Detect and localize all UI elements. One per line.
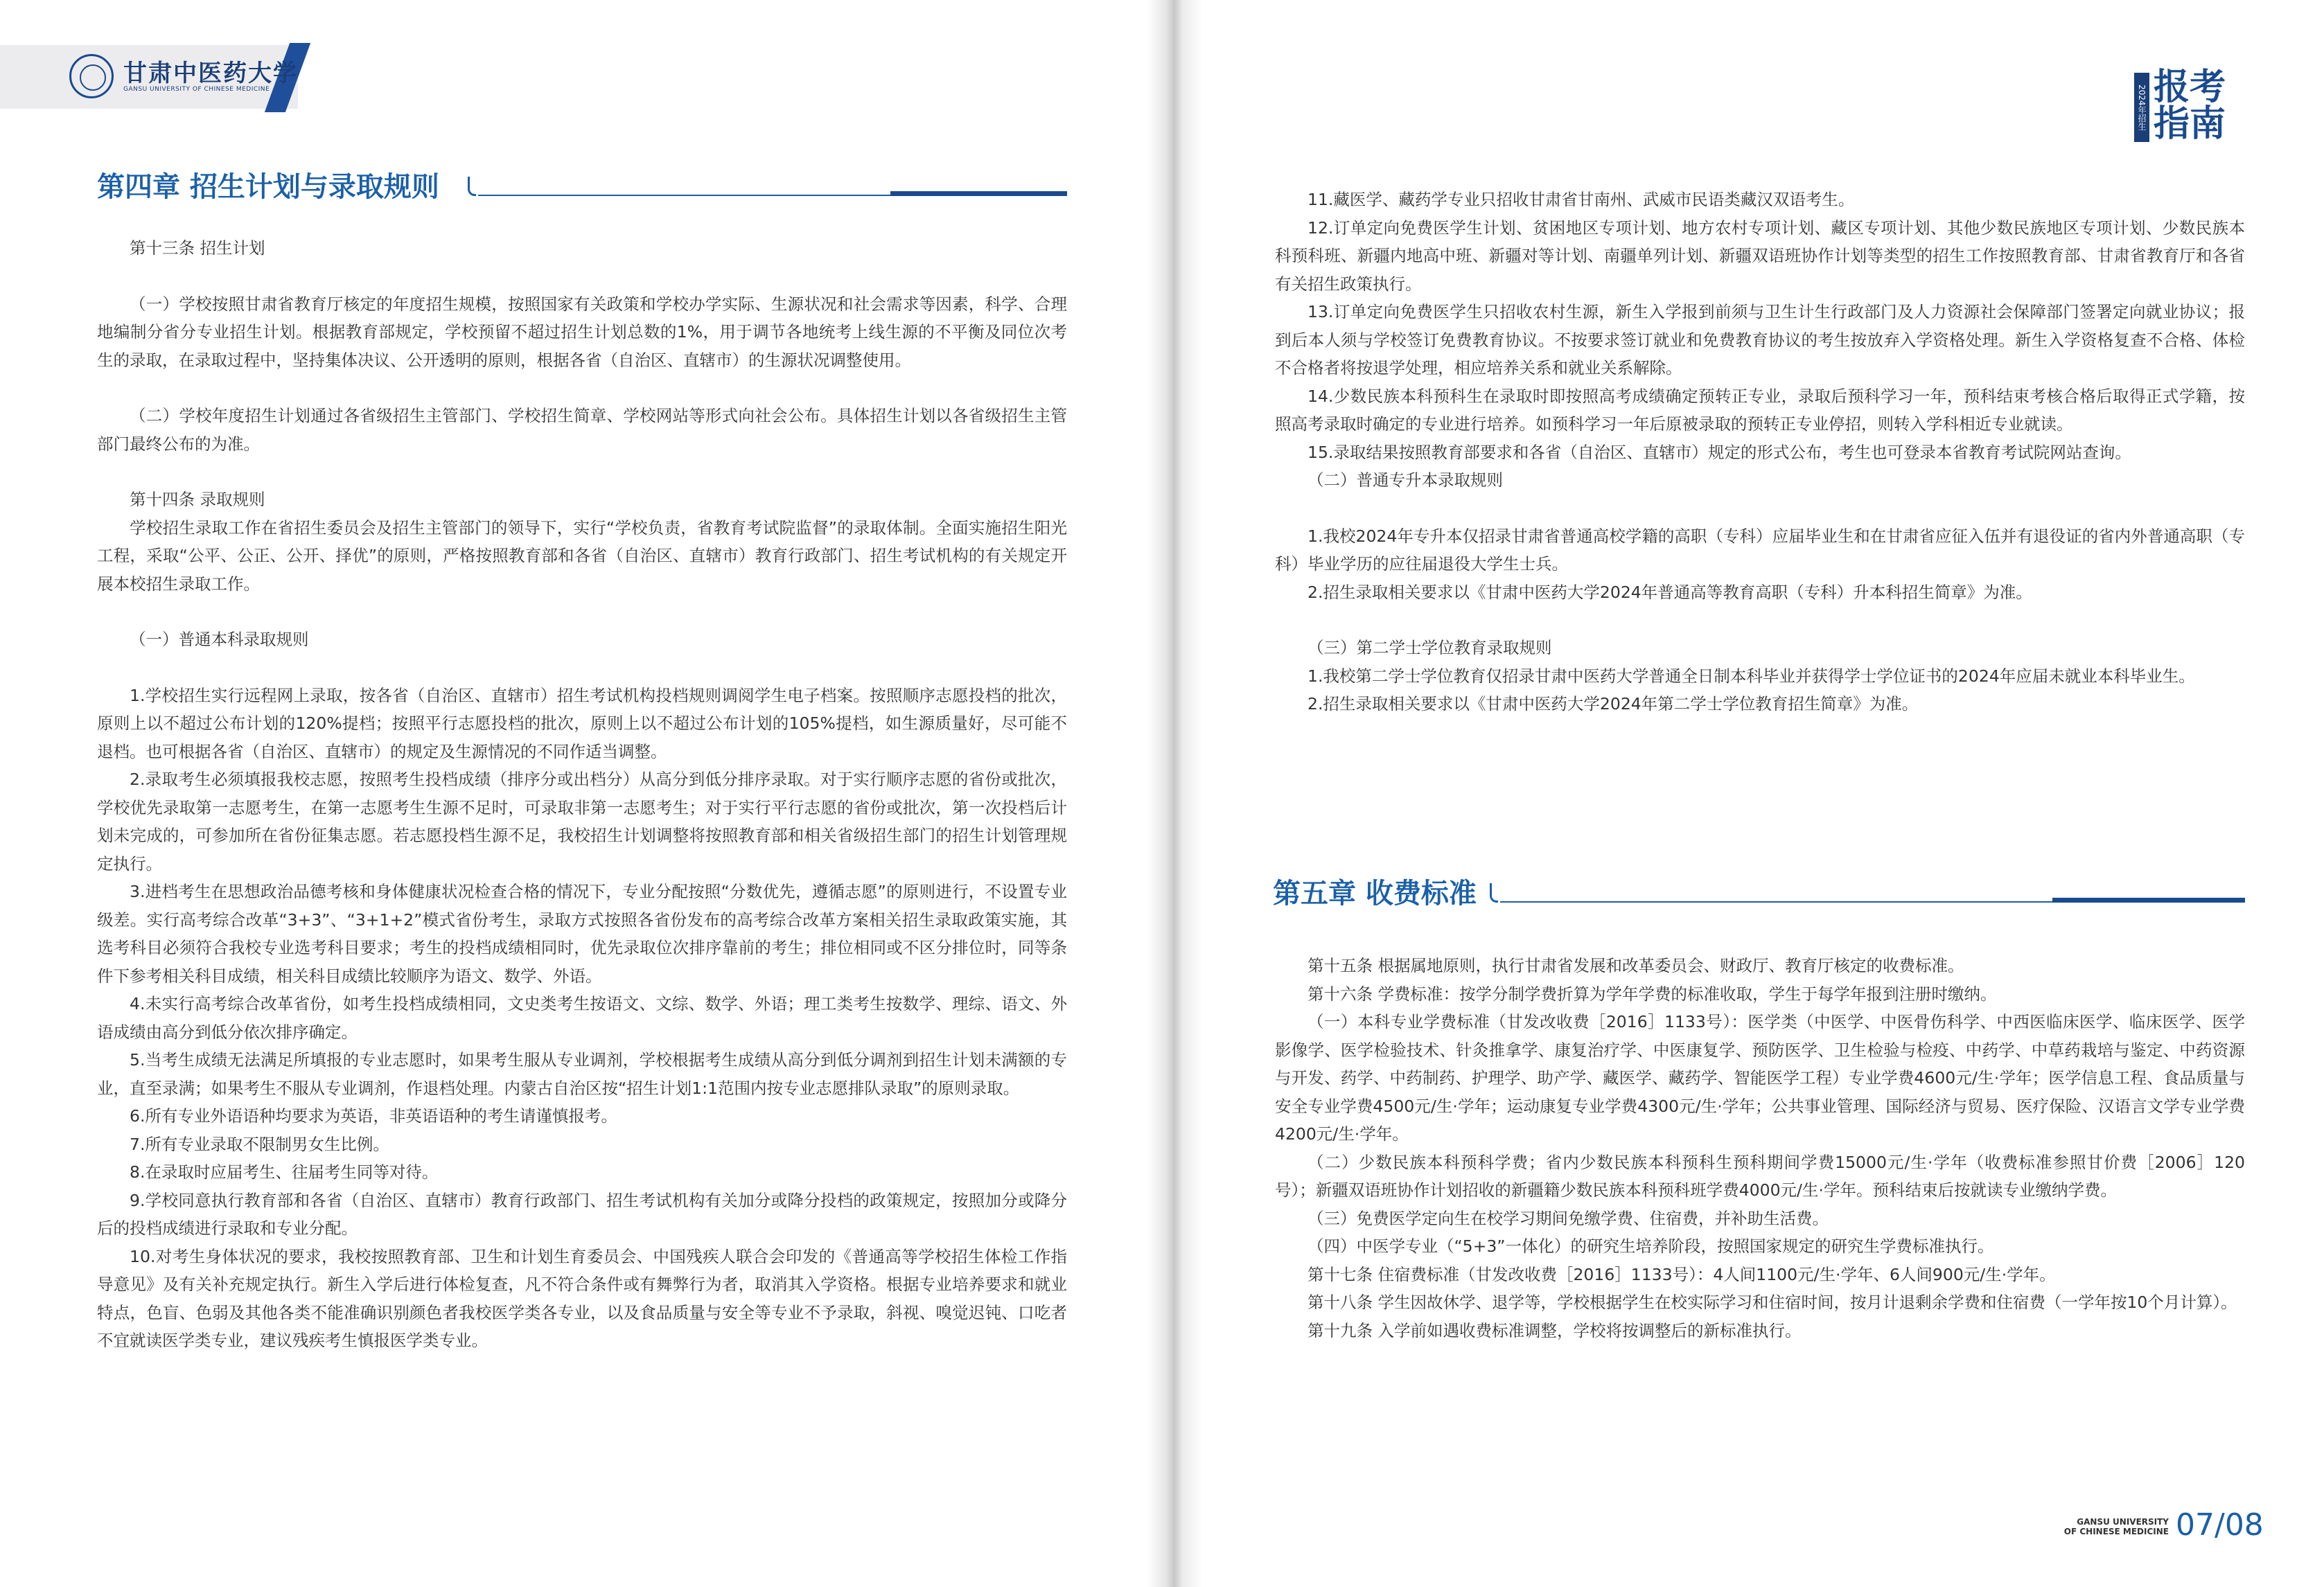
upgrade-rule-2: 2.招生录取相关要求以《甘肃中医药大学2024年普通高等教育高职（专科）升本科招生简章》为准。: [1308, 582, 2032, 602]
chapter5-title: 第五章 收费标准: [1273, 878, 1477, 910]
university-name-cn: 甘肃中医药大学: [123, 60, 298, 87]
article-15: 第十五条 根据属地原则，执行甘肃省发展和改革委员会、财政厅、教育厅核定的收费标准。: [1308, 956, 1964, 975]
chapter4-body: [97, 234, 1067, 1355]
article-18: 第十八条 学生因故休学、退学等，学校根据学生在校实际学习和住宿时间，按月计退剩余学费和住宿费（一学年按10个月计算）。: [1308, 1293, 2237, 1312]
article-13-heading: 第十三条 招生计划: [130, 238, 265, 258]
tuition-free-medical: （三）免费医学定向生在校学习期间免缴学费、住宿费，并补助生活费。: [1308, 1208, 1829, 1228]
article-16: 第十六条 学费标准：按学分制学费折算为学年学费的标准收取，学生于每学年报到注册时缴纳。: [1308, 984, 1997, 1004]
footer-university-en-line2: OF CHINESE MEDICINE: [2063, 1527, 2169, 1536]
undergrad-rule-1: 1.学校招生实行远程网上录取，按各省（自治区、直辖市）招生考试机构投档规则调阅学生电子档案。按照顺序志愿投档的批次，原则上以不超过公布计划的120%提档；按照平行志愿投档的批次，原则上以不超过公布计划的105%提档，如生源质量好，尽可能不退档。也可根据各省（自治区、直辖市）的规定及生源情况的不同作适当调整。: [97, 685, 1067, 761]
undergrad-rule-15: 15.录取结果按照教育部要求和各省（自治区、直辖市）规定的形式公布，考生也可登录本省教育考试院网站查询。: [1308, 442, 2131, 462]
article-14-intro: 学校招生录取工作在省招生委员会及招生主管部门的领导下，实行“学校负责，省教育考试院监督”的录取体制。全面实施招生阳光工程，采取“公平、公正、公开、择优”的原则，严格按照教育部和各省（自治区、直辖市）教育行政部门、招生考试机构的有关规定开展本校招生录取工作。: [97, 517, 1067, 594]
tuition-5plus3: （四）中医学专业（“5+3”一体化）的研究生培养阶段，按照国家规定的研究生学费标准执行。: [1308, 1236, 1994, 1256]
undergrad-rule-13: 13.订单定向免费医学生只招收农村生源，新生入学报到前须与卫生计生行政部门及人力资源社会保障部门签署定向就业协议；报到后本人须与学校签订免费教育协议。不按要求签订就业和免费教育协议的考生按放弃入学资格处理。新生入学资格复查不合格、体检不合格者将按退学处理，相应培养关系和就业关系解除。: [1275, 302, 2245, 378]
right-page: [1162, 0, 2324, 1587]
undergrad-rule-11: 11.藏医学、藏药学专业只招收甘肃省甘南州、武威市民语类藏汉双语考生。: [1308, 190, 1855, 209]
chapter5-body: [1275, 952, 2245, 1345]
guide-title-line2: 指南: [2154, 103, 2226, 145]
chapter4-title: 第四章 招生计划与录取规则: [97, 171, 439, 203]
undergrad-rule-7: 7.所有专业录取不限制男女生比例。: [130, 1134, 389, 1154]
article-13-item-1: （一）学校按照甘肃省教育厅核定的年度招生规模，按照国家有关政策和学校办学实际、生源状况和社会需求等因素，科学、合理地编制分省分专业招生计划。根据教育部规定，学校预留不超过招生计划总数的1%，用于调节各地统考上线生源的不平衡及同位次考生的录取，在录取过程中，坚持集体决议、公开透明的原则，根据各省（自治区、直辖市）的生源状况调整使用。: [97, 294, 1067, 370]
undergrad-rule-9: 9.学校同意执行教育部和各省（自治区、直辖市）教育行政部门、招生考试机构有关加分或降分投档的政策规定，按照加分或降分后的投档成绩进行录取和专业分配。: [97, 1190, 1067, 1238]
undergrad-rule-2: 2.录取考生必须填报我校志愿，按照考生投档成绩（排序分或出档分）从高分到低分排序录取。对于实行顺序志愿的省份或批次，学校优先录取第一志愿考生，在第一志愿考生生源不足时，可录取非第一志愿考生；对于实行平行志愿的省份或批次，第一次投档后计划未完成的，可参加所在省份征集志愿。若志愿投档生源不足，我校招生计划调整将按照教育部和相关省级招生部门的招生计划管理规定执行。: [97, 770, 1067, 874]
guide-title-line1: 报考: [2154, 67, 2226, 108]
article-13-item-2: （二）学校年度招生计划通过各省级招生主管部门、学校招生简章、学校网站等形式向社会公布。具体招生计划以各省级招生主管部门最终公布的为准。: [97, 406, 1067, 454]
undergrad-rule-10: 10.对考生身体状况的要求，我校按照教育部、卫生和计划生育委员会、中国残疾人联合会印发的《普通高等学校招生体检工作指导意见》及有关补充规定执行。新生入学后进行体检复查，凡不符合条件或有舞弊行为者，取消其入学资格。根据专业培养要求和就业特点，色盲、色弱及其他各类不能准确识别颜色者我校医学类各专业，以及食品质量与安全等专业不予录取，斜视、嗅觉迟钝、口吃者不宜就读医学类专业，建议残疾考生慎报医学类专业。: [97, 1246, 1067, 1350]
second-degree-rule-2: 2.招生录取相关要求以《甘肃中医药大学2024年第二学士学位教育招生简章》为准。: [1308, 694, 1919, 713]
undergrad-rule-5: 5.当考生成绩无法满足所填报的专业志愿时，如果考生服从专业调剂，学校根据考生成绩从高分到低分调剂到招生计划未满额的专业，直至录满；如果考生不服从专业调剂，作退档处理。内蒙古自治区按“招生计划1:1范围内按专业志愿排队录取”的原则录取。: [97, 1050, 1067, 1098]
article-19: 第十九条 入学前如遇收费标准调整，学校将按调整后的新标准执行。: [1308, 1320, 1802, 1340]
second-degree-heading: （三）第二学士学位教育录取规则: [1308, 638, 1552, 657]
article-14-heading: 第十四条 录取规则: [130, 490, 265, 509]
undergrad-rule-12: 12.订单定向免费医学生计划、贫困地区专项计划、地方农村专项计划、藏区专项计划、其他少数民族地区专项计划、少数民族本科预科班、新疆内地高中班、新疆对等计划、南疆单列计划、新疆双语班协作计划等类型的招生工作按照教育部、甘肃省教育厅和各省有关招生政策执行。: [1275, 218, 2245, 294]
university-seal-logo: [69, 54, 114, 98]
tuition-undergrad: （一）本科专业学费标准（甘发改收费［2016］1133号）：医学类（中医学、中医骨伤科学、中西医临床医学、临床医学、医学影像学、医学检验技术、针灸推拿学、康复治疗学、中医康复学、预防医学、卫生检验与检疫、中药学、中草药栽培与鉴定、中药资源与开发、药学、中药制药、护理学、助产学、藏医学、藏药学、智能医学工程）专业学费4600元/生·学年；医学信息工程、食品质量与安全专业学费4500元/生·学年；运动康复专业学费4300元/生·学年；公共事业管理、国际经济与贸易、医疗保险、汉语言文学专业学费4200元/生·学年。: [1275, 1012, 2245, 1144]
page-numbers: 07/08: [2176, 1507, 2264, 1543]
article-17: 第十七条 住宿费标准（甘发改收费［2016］1133号）：4人间1100元/生·学年、6人间900元/生·学年。: [1308, 1264, 2056, 1284]
chapter4-title-tick: [468, 177, 476, 196]
undergrad-rule-4: 4.未实行高考综合改革省份，如考生投档成绩相同，文史类考生按语文、文综、数学、外语；理工类考生按数学、理综、语文、外语成绩由高分到低分依次排序确定。: [97, 994, 1067, 1042]
footer-university-en-line1: GANSU UNIVERSITY: [2077, 1517, 2169, 1527]
chapter4-continued-body: [1275, 186, 2245, 718]
second-degree-rule-1: 1.我校第二学士学位教育仅招录甘肃中医药大学普通全日制本科毕业并获得学士学位证书的2024年应届未就业本科毕业生。: [1308, 666, 2195, 686]
tuition-preparatory: （二）少数民族本科预科学费；省内少数民族本科预科生预科期间学费15000元/生·学年（收费标准参照甘价费［2006］120号）；新疆双语班协作计划招收的新疆籍少数民族本科预科班学费4000元/生·学年。预科结束后按就读专业缴纳学费。: [1275, 1152, 2245, 1200]
guide-year-badge: 2024年招生: [2134, 73, 2149, 142]
undergrad-rule-8: 8.在录取时应届考生、往届考生同等对待。: [130, 1162, 439, 1182]
chapter4-rule-bold: [890, 191, 1067, 196]
chapter5-rule-bold: [2052, 898, 2245, 903]
footer-university-en: [2037, 1517, 2169, 1536]
upgrade-rule-1: 1.我校2024年专升本仅招录甘肃省普通高校学籍的高职（专科）应届毕业生和在甘肃省应征入伍并有退役证的省内外普通高职（专科）毕业学历的应往届退役大学生士兵。: [1275, 526, 2245, 574]
upgrade-rules-heading: （二）普通专升本录取规则: [1308, 470, 1503, 490]
undergrad-rule-3: 3.进档考生在思想政治品德考核和身体健康状况检查合格的情况下，专业分配按照“分数优先，遵循志愿”的原则进行，不设置专业级差。实行高考综合改革“3+3”、“3+1+2”模式省份考生，录取方式按照各省份发布的高考综合改革方案相关招生录取政策实施，其选考科目必须符合我校专业选考科目要求；考生的投档成绩相同时，优先录取位次排序靠前的考生；排位相同或不区分排位时，同等条件下参考相关科目成绩，相关科目成绩比较顺序为语文、数学、外语。: [97, 882, 1067, 986]
undergrad-rule-6: 6.所有专业外语语种均要求为英语，非英语语种的考生请谨慎报考。: [130, 1106, 617, 1126]
chapter5-title-tick: [1490, 883, 1498, 903]
undergrad-rules-heading: （一）普通本科录取规则: [130, 630, 309, 649]
university-name-en: GANSU UNIVERSITY OF CHINESE MEDICINE: [123, 86, 270, 93]
undergrad-rule-14: 14.少数民族本科预科生在录取时即按照高考成绩确定预转正专业，录取后预科学习一年，预科结束考核合格后取得正式学籍，按照高考录取时确定的专业进行培养。如预科学习一年后原被录取的预转正专业停招，则转入学科相近专业就读。: [1275, 386, 2245, 434]
